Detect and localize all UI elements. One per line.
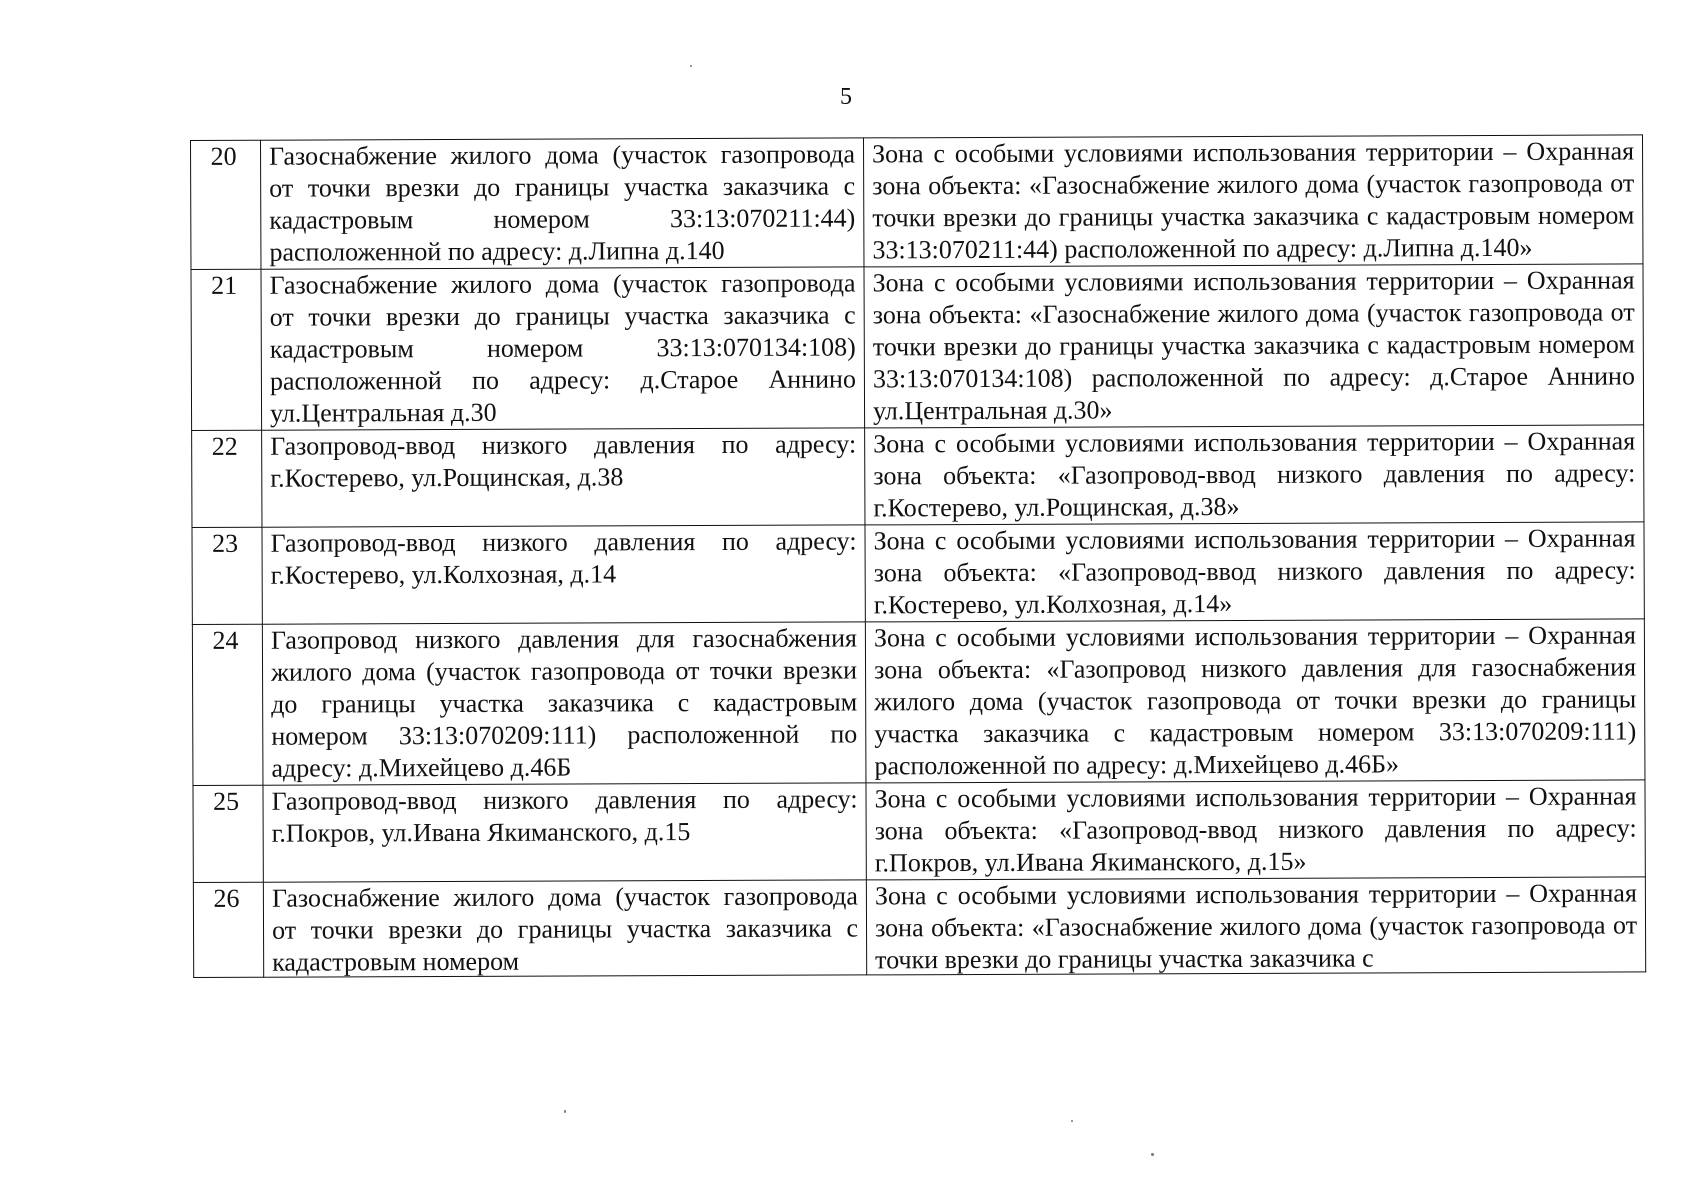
object-description: Газопровод-ввод низкого давления по адресу: г.Костерево, ул.Рощинская, д.38 xyxy=(262,428,865,527)
object-description: Газопровод низкого давления для газоснабжения жилого дома (участок газопровода от точки врезки до границы участка заказчика с кадастровым номером 33:13:070209:111) расположенной по адресу: д.Михейцево д.46Б xyxy=(262,622,866,785)
row-number: 24 xyxy=(192,624,263,785)
object-description: Газоснабжение жилого дома (участок газопровода от точки врезки до границы участка заказчика с кадастровым номером xyxy=(271,881,859,977)
object-description: Газоснабжение жилого дома (участок газопровода от точки врезки до границы участка заказчика с кадастровым номером 33:13:070134:108) расположенной по адресу: д.Старое Аннино ул.Центральная д.30 xyxy=(261,267,865,430)
row-number: 23 xyxy=(192,527,262,624)
zone-description: Зона с особыми условиями использования территории – Охранная зона объекта: «Газопровод низкого давления для газоснабжения жилого дома (участок газопровода от точки врезки до границы участка заказчика с кадастровым номером 33:13:070209:111) расположенной по адресу: д.Михейцево д.46Б» xyxy=(865,619,1645,783)
row-number: 26 xyxy=(193,882,263,977)
table-row xyxy=(191,135,1643,270)
row-number: 25 xyxy=(193,785,263,882)
scan-speck xyxy=(1071,1120,1073,1122)
zone-description: Зона с особыми условиями использования территории – Охранная зона объекта: «Газоснабжение жилого дома (участок газопровода от точки врезки до границы участка заказчика с кадастровым номером 33:13:070134:108) расположенной по адресу: д.Старое Аннино ул.Центральная д.30» xyxy=(864,264,1644,428)
page-number: 5 xyxy=(840,84,852,110)
row-number: 21 xyxy=(191,269,262,430)
zones-table-container xyxy=(190,134,1646,978)
scan-speck xyxy=(1151,1153,1154,1156)
object-description: Газоснабжение жилого дома (участок газопровода от точки врезки до границы участка заказчика с кадастровым номером 33:13:070211:44) расположенной по адресу: д.Липна д.140 xyxy=(261,138,864,269)
zones-table xyxy=(190,134,1646,978)
table-row xyxy=(193,877,1645,978)
zone-description-cell xyxy=(866,877,1645,975)
table-row xyxy=(192,425,1644,528)
table-row xyxy=(192,522,1644,625)
scan-speck xyxy=(690,65,692,67)
table-row xyxy=(192,619,1645,786)
table-row xyxy=(193,780,1645,883)
object-description: Газопровод-ввод низкого давления по адресу: г.Покров, ул.Ивана Якиманского, д.15 xyxy=(263,783,866,882)
zone-description: Зона с особыми условиями использования территории – Охранная зона объекта: «Газопровод-ввод низкого давления по адресу: г.Костерево, ул.Колхозная, д.14» xyxy=(865,522,1644,622)
zone-description: Зона с особыми условиями использования территории – Охранная зона объекта: «Газопровод-ввод низкого давления по адресу: г.Покров, ул.Ивана Якиманского, д.15» xyxy=(866,780,1645,880)
row-number: 22 xyxy=(192,430,262,527)
object-description: Газопровод-ввод низкого давления по адресу: г.Костерево, ул.Колхозная, д.14 xyxy=(262,525,865,624)
object-description-cell xyxy=(263,880,866,977)
scan-speck xyxy=(564,1110,566,1113)
row-number: 20 xyxy=(191,140,261,269)
zone-description: Зона с особыми условиями использования территории – Охранная зона объекта: «Газоснабжение жилого дома (участок газопровода от точки врезки до границы участка заказчика с xyxy=(874,878,1638,975)
zone-description: Зона с особыми условиями использования территории – Охранная зона объекта: «Газоснабжение жилого дома (участок газопровода от точки врезки до границы участка заказчика с кадастровым номером 33:13:070211:44) расположенной по адресу: д.Липна д.140» xyxy=(863,135,1642,267)
zone-description: Зона с особыми условиями использования территории – Охранная зона объекта: «Газопровод-ввод низкого давления по адресу: г.Костерево, ул.Рощинская, д.38» xyxy=(865,425,1644,525)
table-row xyxy=(191,264,1644,431)
